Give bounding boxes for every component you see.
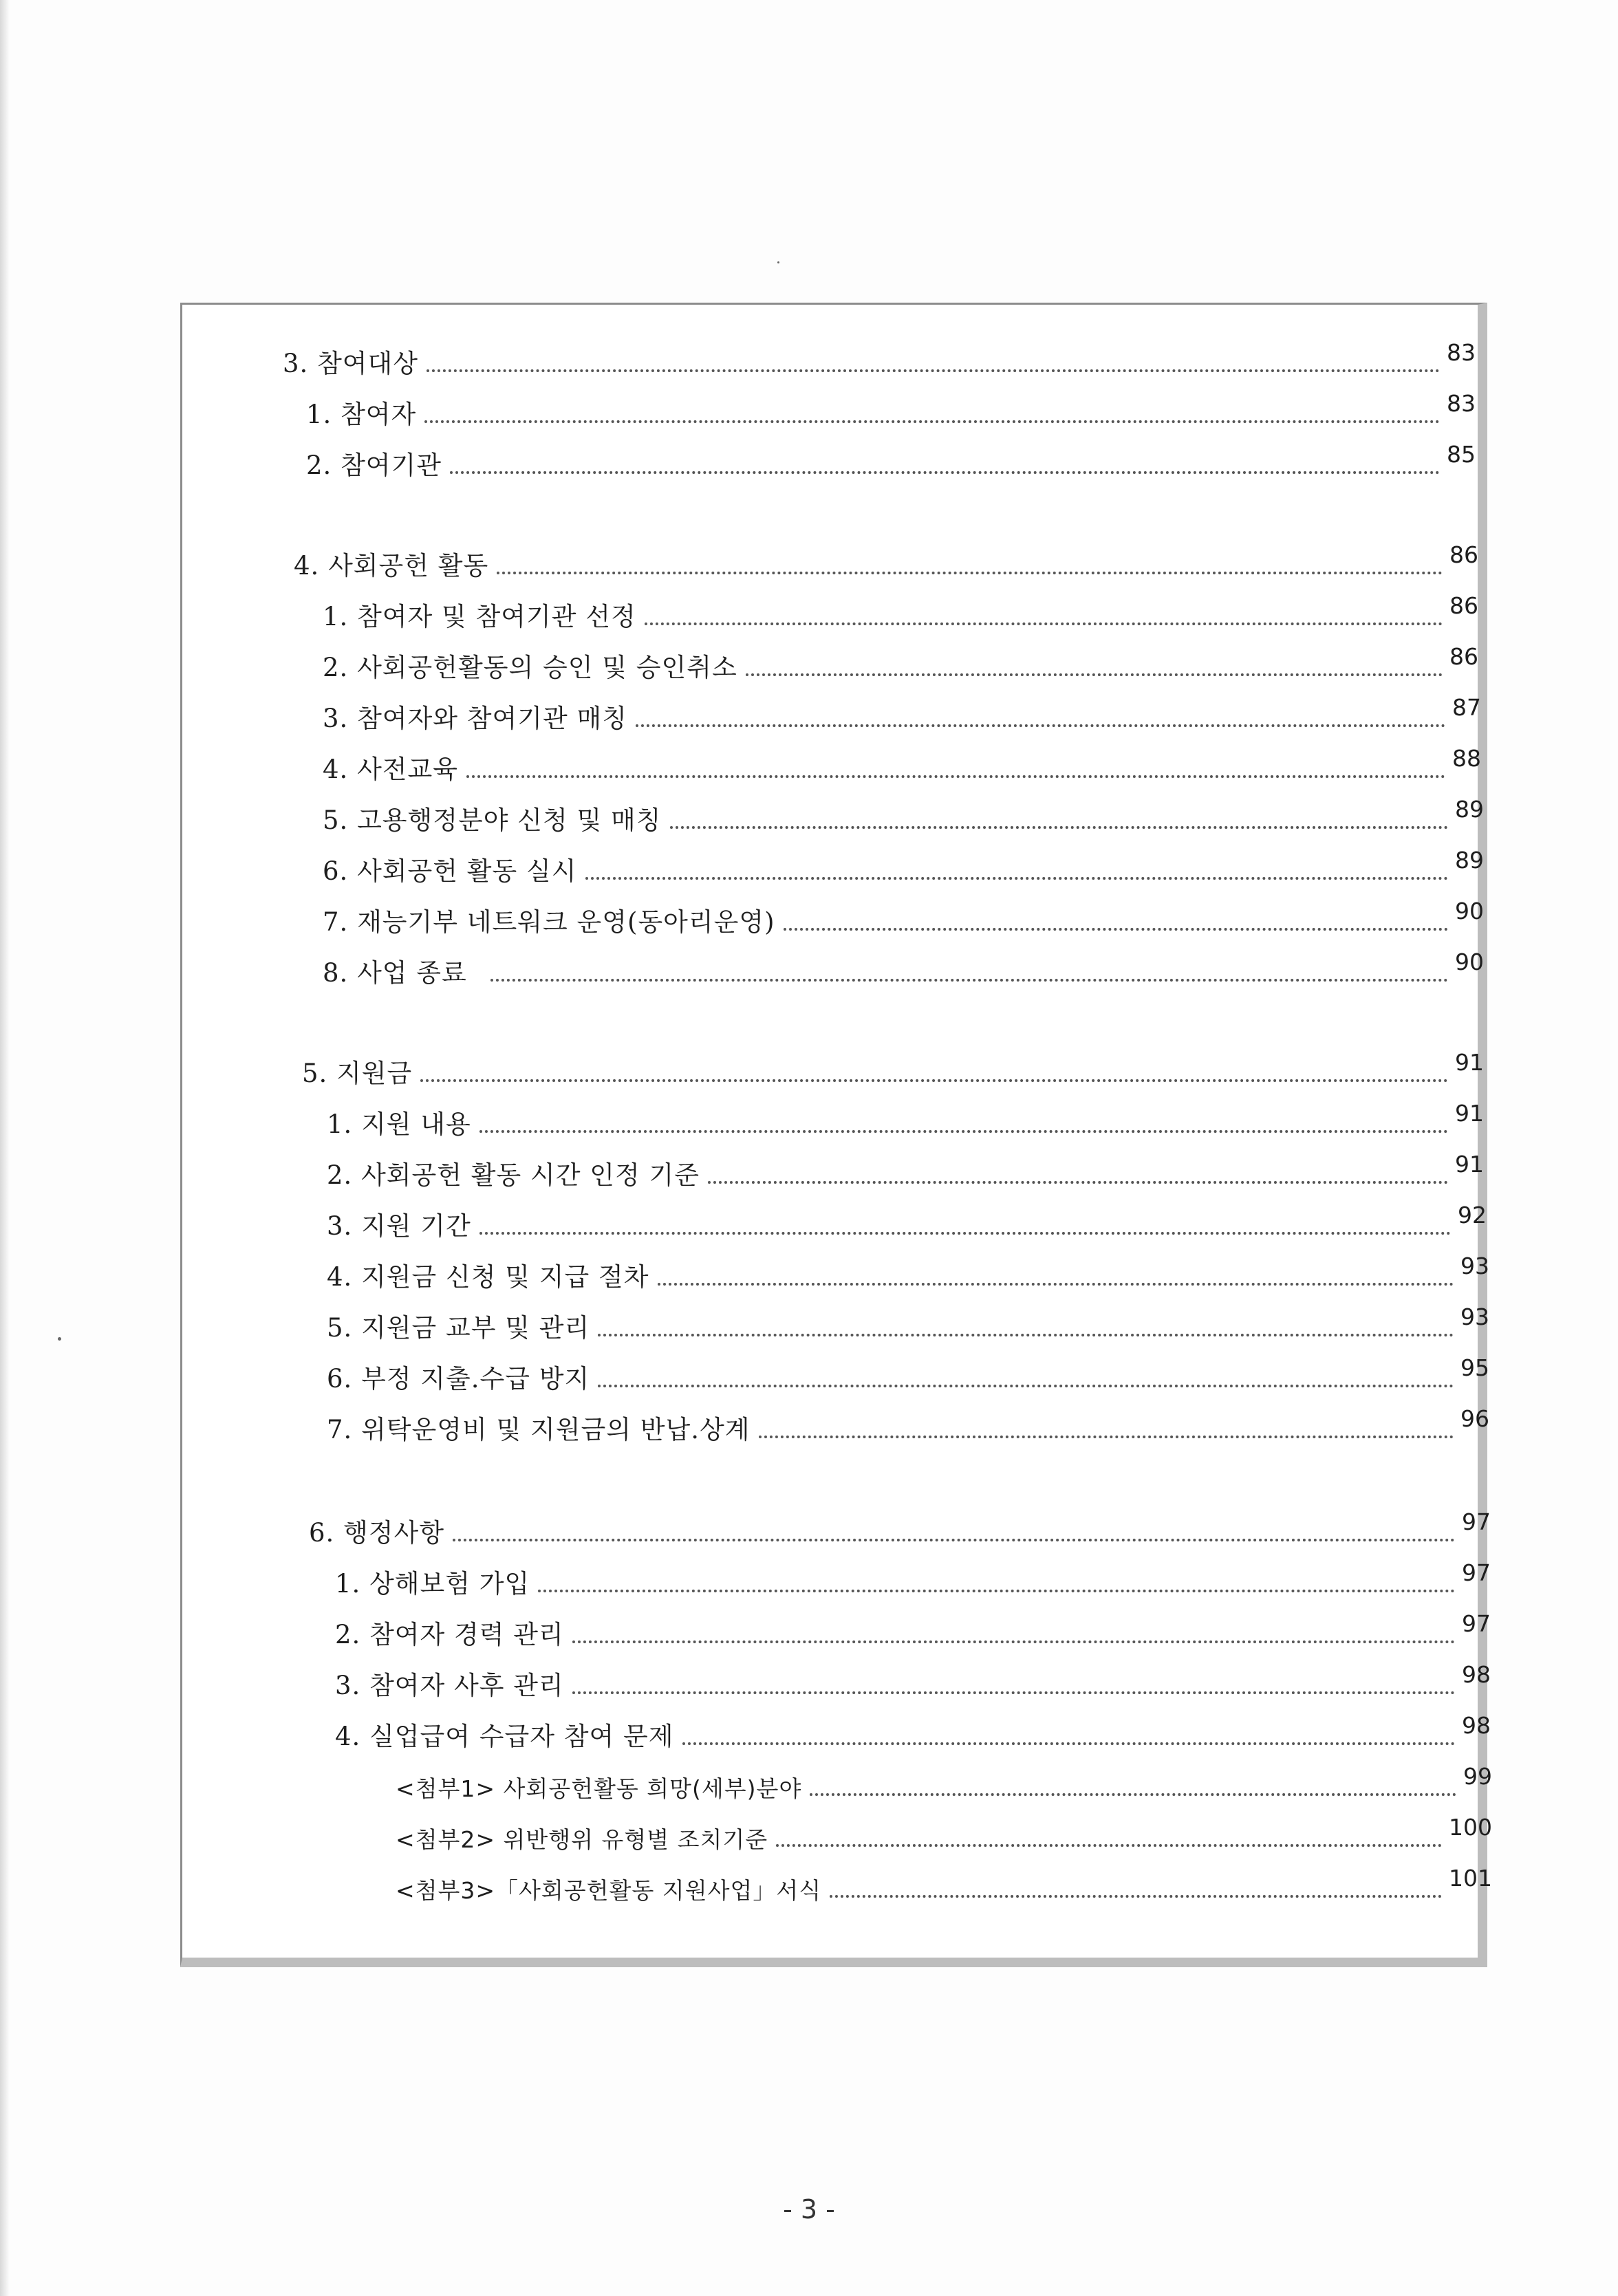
toc-entry-5-2[interactable] (327, 1147, 1484, 1188)
dot-leader (479, 1232, 1451, 1235)
toc-entry-page: 101 (1449, 1865, 1492, 1892)
toc-entry-page: 95 (1460, 1354, 1489, 1381)
scan-speck (777, 261, 779, 263)
toc-entry-4-1[interactable] (323, 588, 1478, 629)
toc-entry-page: 86 (1449, 592, 1478, 619)
dot-leader (420, 1079, 1448, 1082)
toc-entry-page: 87 (1452, 694, 1481, 721)
dot-leader (466, 775, 1445, 778)
toc-entry-title: 8. 사업 종료 (323, 958, 467, 988)
dot-leader (572, 1640, 1455, 1643)
toc-entry-title: 5. 고용행정분야 신청 및 매칭 (323, 805, 662, 835)
toc-entry-5-6[interactable] (327, 1350, 1489, 1394)
toc-entry-attachment-3[interactable] (396, 1861, 1492, 1902)
toc-entry-title: 2. 참여자 경력 관리 (335, 1620, 564, 1649)
toc-entry-title: 5. 지원금 교부 및 관리 (327, 1313, 590, 1343)
toc-entry-title: 1. 참여자 (306, 400, 417, 429)
toc-frame (180, 303, 1492, 1967)
dot-leader (497, 572, 1443, 574)
toc-entry-4-2[interactable] (323, 639, 1478, 680)
toc-entry-title: 5. 지원금 (302, 1059, 413, 1088)
toc-entry-title: 2. 사회공헌활동의 승인 및 승인취소 (323, 653, 737, 682)
toc-entry-section-5[interactable] (302, 1045, 1484, 1086)
toc-entry-section-3[interactable] (283, 335, 1476, 376)
toc-entry-title: 2. 참여기관 (306, 451, 442, 480)
toc-entry-attachment-2[interactable] (396, 1810, 1492, 1851)
toc-entry-page: 83 (1447, 390, 1476, 417)
toc-entry-page: 97 (1462, 1610, 1491, 1637)
dot-leader (598, 1385, 1454, 1387)
dot-leader (670, 826, 1448, 829)
toc-entry-page: 91 (1455, 1151, 1484, 1178)
toc-entry-4-4[interactable] (323, 741, 1481, 782)
toc-entry-title: 1. 참여자 및 참여기관 선정 (323, 602, 636, 631)
toc-entry-6-1[interactable] (335, 1555, 1491, 1599)
toc-entry-page: 99 (1463, 1763, 1492, 1790)
toc-entry-title: 1. 상해보험 가입 (335, 1569, 530, 1599)
toc-entry-title: 7. 위탁운영비 및 지원금의 반납.상계 (327, 1415, 751, 1444)
toc-entry-6-3[interactable] (335, 1657, 1491, 1698)
page-number: - 3 - (783, 2194, 835, 2224)
toc-entry-5-7[interactable] (327, 1401, 1489, 1442)
dot-leader (427, 369, 1440, 372)
toc-entry-4-7[interactable] (323, 894, 1484, 935)
dot-leader (598, 1334, 1454, 1336)
toc-entry-4-5[interactable] (323, 792, 1484, 833)
toc-entry-page: 96 (1460, 1405, 1489, 1432)
toc-entry-page: 90 (1455, 949, 1484, 975)
dot-leader (490, 979, 1448, 982)
toc-entry-page: 89 (1455, 796, 1484, 823)
toc-entry-page: 97 (1462, 1559, 1491, 1586)
toc-entry-page: 98 (1462, 1661, 1491, 1688)
toc-entry-5-3[interactable] (327, 1198, 1487, 1239)
dot-leader (645, 622, 1443, 625)
dot-leader (453, 1539, 1455, 1541)
dot-leader (658, 1283, 1454, 1286)
toc-entry-page: 91 (1455, 1100, 1484, 1127)
toc-entry-title: <첨부2> 위반행위 유형별 조치기준 (396, 1826, 768, 1853)
toc-entry-page: 97 (1462, 1508, 1491, 1535)
toc-entry-title: 6. 행정사항 (309, 1518, 445, 1548)
toc-entry-5-1[interactable] (327, 1096, 1484, 1137)
toc-entry-title: 3. 참여자와 참여기관 매칭 (323, 704, 628, 733)
dot-leader (746, 673, 1443, 676)
toc-entry-title: 2. 사회공헌 활동 시간 인정 기준 (327, 1160, 700, 1190)
dot-leader (784, 928, 1448, 931)
toc-list (182, 305, 1492, 1958)
toc-entry-title: 4. 지원금 신청 및 지급 절차 (327, 1262, 649, 1292)
toc-entry-4-8[interactable] (323, 944, 1484, 986)
toc-entry-5-4[interactable] (327, 1248, 1489, 1290)
toc-entry-3-1[interactable] (306, 386, 1476, 427)
toc-entry-page: 86 (1449, 643, 1478, 670)
toc-entry-page: 88 (1452, 745, 1481, 772)
toc-entry-page: 93 (1460, 1253, 1489, 1279)
toc-entry-page: 91 (1455, 1049, 1484, 1076)
scan-speck (58, 1337, 61, 1341)
toc-entry-4-6[interactable] (323, 843, 1484, 884)
dot-leader (636, 724, 1445, 727)
toc-entry-page: 98 (1462, 1712, 1491, 1739)
toc-entry-title: <첨부3>「사회공헌활동 지원사업」서식 (396, 1877, 822, 1904)
dot-leader (830, 1895, 1442, 1898)
toc-entry-6-4[interactable] (335, 1708, 1491, 1749)
dot-leader (682, 1742, 1455, 1745)
toc-entry-page: 92 (1458, 1202, 1487, 1228)
toc-entry-title: 1. 지원 내용 (327, 1109, 471, 1139)
dot-leader (450, 471, 1440, 474)
dot-leader (538, 1590, 1455, 1592)
toc-entry-title: 3. 참여대상 (283, 349, 419, 378)
toc-entry-page: 90 (1455, 898, 1484, 924)
toc-entry-title: 4. 사전교육 (323, 755, 459, 784)
toc-entry-title: 6. 사회공헌 활동 실시 (323, 856, 577, 886)
toc-entry-page: 85 (1447, 441, 1476, 468)
toc-entry-page: 86 (1449, 541, 1478, 568)
dot-leader (479, 1130, 1448, 1133)
dot-leader (585, 877, 1448, 880)
toc-entry-3-2[interactable] (306, 437, 1476, 478)
toc-entry-4-3[interactable] (323, 690, 1481, 731)
dot-leader (759, 1436, 1454, 1438)
toc-entry-section-4[interactable] (294, 537, 1478, 581)
toc-entry-title: 3. 지원 기간 (327, 1211, 471, 1241)
toc-entry-title: 6. 부정 지출.수급 방지 (327, 1364, 590, 1394)
toc-entry-page: 93 (1460, 1303, 1489, 1330)
dot-leader (424, 420, 1440, 423)
toc-entry-attachment-1[interactable] (396, 1759, 1492, 1800)
toc-entry-5-5[interactable] (327, 1299, 1489, 1341)
toc-entry-title: <첨부1> 사회공헌활동 희망(세부)분야 (396, 1775, 802, 1802)
toc-entry-title: 4. 실업급여 수급자 참여 문제 (335, 1722, 674, 1751)
dot-leader (708, 1181, 1448, 1184)
toc-entry-title: 7. 재능기부 네트워크 운영(동아리운영) (323, 907, 775, 937)
toc-entry-title: 3. 참여자 사후 관리 (335, 1671, 564, 1700)
dot-leader (776, 1844, 1442, 1847)
toc-entry-title: 4. 사회공헌 활동 (294, 551, 489, 581)
dot-leader (810, 1793, 1456, 1796)
scan-edge-shadow (0, 0, 10, 2296)
toc-entry-page: 89 (1455, 847, 1484, 874)
toc-entry-page: 100 (1449, 1814, 1492, 1841)
dot-leader (572, 1691, 1455, 1694)
toc-entry-page: 83 (1447, 339, 1476, 366)
toc-entry-6-2[interactable] (335, 1606, 1491, 1647)
toc-entry-section-6[interactable] (309, 1504, 1491, 1546)
